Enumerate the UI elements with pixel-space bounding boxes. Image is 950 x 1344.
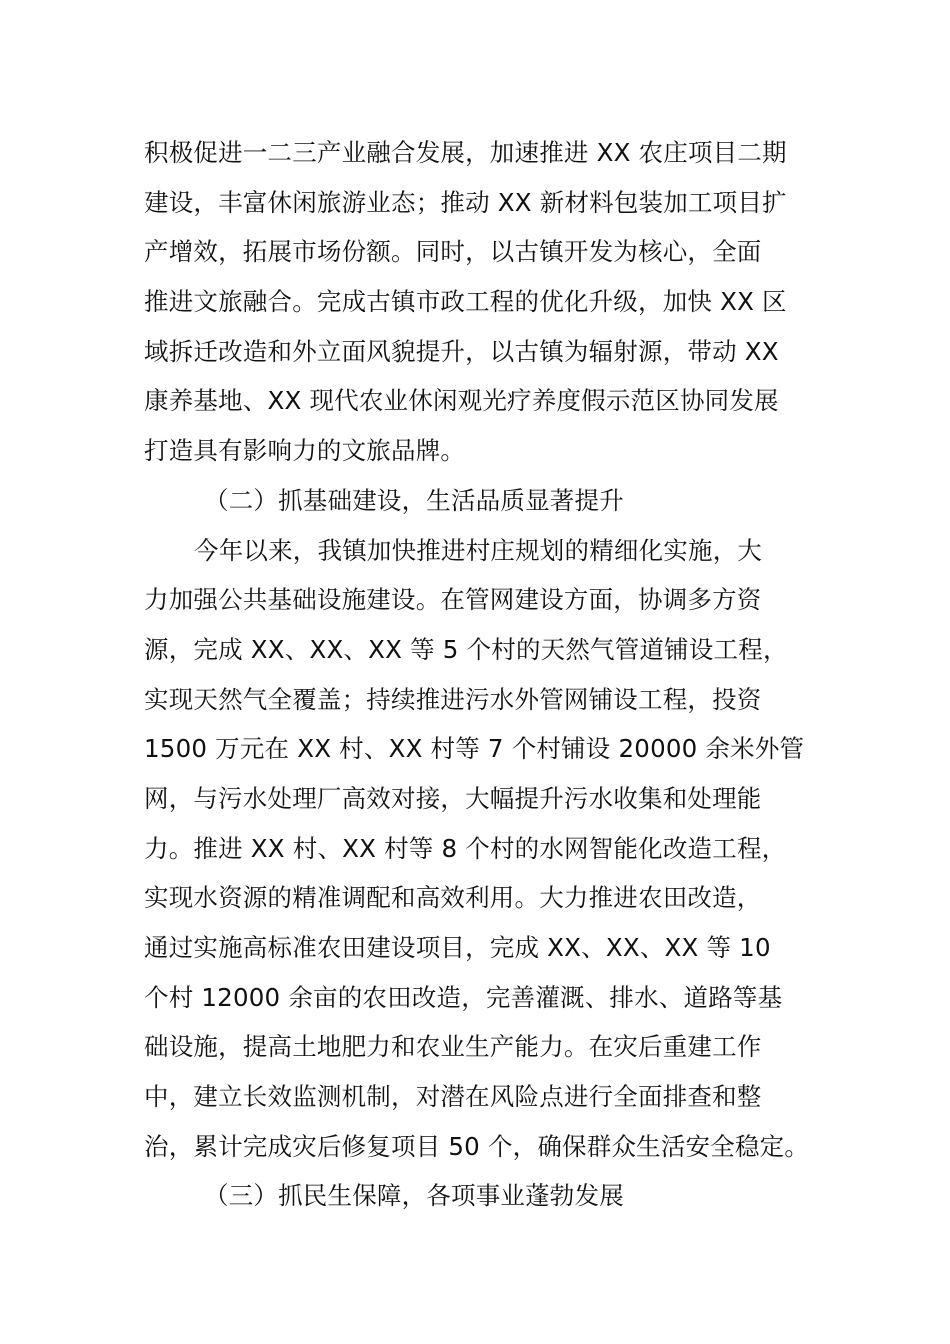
paragraph-line: 实现水资源的精准调配和高效利用。大力推进农田改造， (144, 883, 762, 913)
paragraph-line: 础设施，提高土地肥力和农业生产能力。在灾后重建工作 (144, 1032, 762, 1062)
paragraph-line: 域拆迁改造和外立面风貌提升，以古镇为辐射源，带动 XX (144, 336, 779, 366)
paragraph-line: 中，建立长效监测机制，对潜在风险点进行全面排查和整 (144, 1082, 762, 1112)
paragraph-line: 治，累计完成灾后修复项目 50 个，确保群众生活安全稳定。 (144, 1131, 810, 1161)
section-heading: （二）抓基础建设，生活品质显著提升 (204, 485, 624, 515)
paragraph-line: 源，完成 XX、XX、XX 等 5 个村的天然气管道铺设工程， (144, 634, 788, 664)
paragraph-line: 网，与污水处理厂高效对接，大幅提升污水收集和处理能 (144, 783, 762, 813)
document-body (144, 128, 814, 1221)
paragraph-line: 力。推进 XX 村、XX 村等 8 个村的水网智能化改造工程， (144, 833, 787, 863)
paragraph-line: 个村 12000 余亩的农田改造，完善灌溉、排水、道路等基 (144, 982, 783, 1012)
paragraph-line: 推进文旅融合。完成古镇市政工程的优化升级，加快 XX 区 (144, 287, 787, 317)
paragraph-first-line: 今年以来，我镇加快推进村庄规划的精细化实施，大 (194, 535, 763, 565)
paragraph-line: 打造具有影响力的文旅品牌。 (144, 436, 466, 466)
paragraph-line: 建设，丰富休闲旅游业态；推动 XX 新材料包装加工项目扩 (144, 187, 787, 217)
paragraph-line: 1500 万元在 XX 村、XX 村等 7 个村铺设 20000 余米外管 (144, 734, 805, 764)
paragraph-line: 积极促进一二三产业融合发展，加速推进 XX 农庄项目二期 (144, 138, 787, 167)
paragraph-line: 力加强公共基础设施建设。在管网建设方面，协调多方资 (144, 585, 762, 615)
paragraph-line: 产增效，拓展市场份额。同时，以古镇开发为核心，全面 (144, 237, 762, 267)
paragraph-line: 实现天然气全覆盖；持续推进污水外管网铺设工程，投资 (144, 684, 762, 714)
paragraph-line: 康养基地、XX 现代农业休闲观光疗养度假示范区协同发展 (144, 386, 779, 416)
paragraph-line: 通过实施高标准农田建设项目，完成 XX、XX、XX 等 10 (144, 933, 771, 962)
section-heading: （三）抓民生保障，各项事业蓬勃发展 (204, 1181, 624, 1211)
